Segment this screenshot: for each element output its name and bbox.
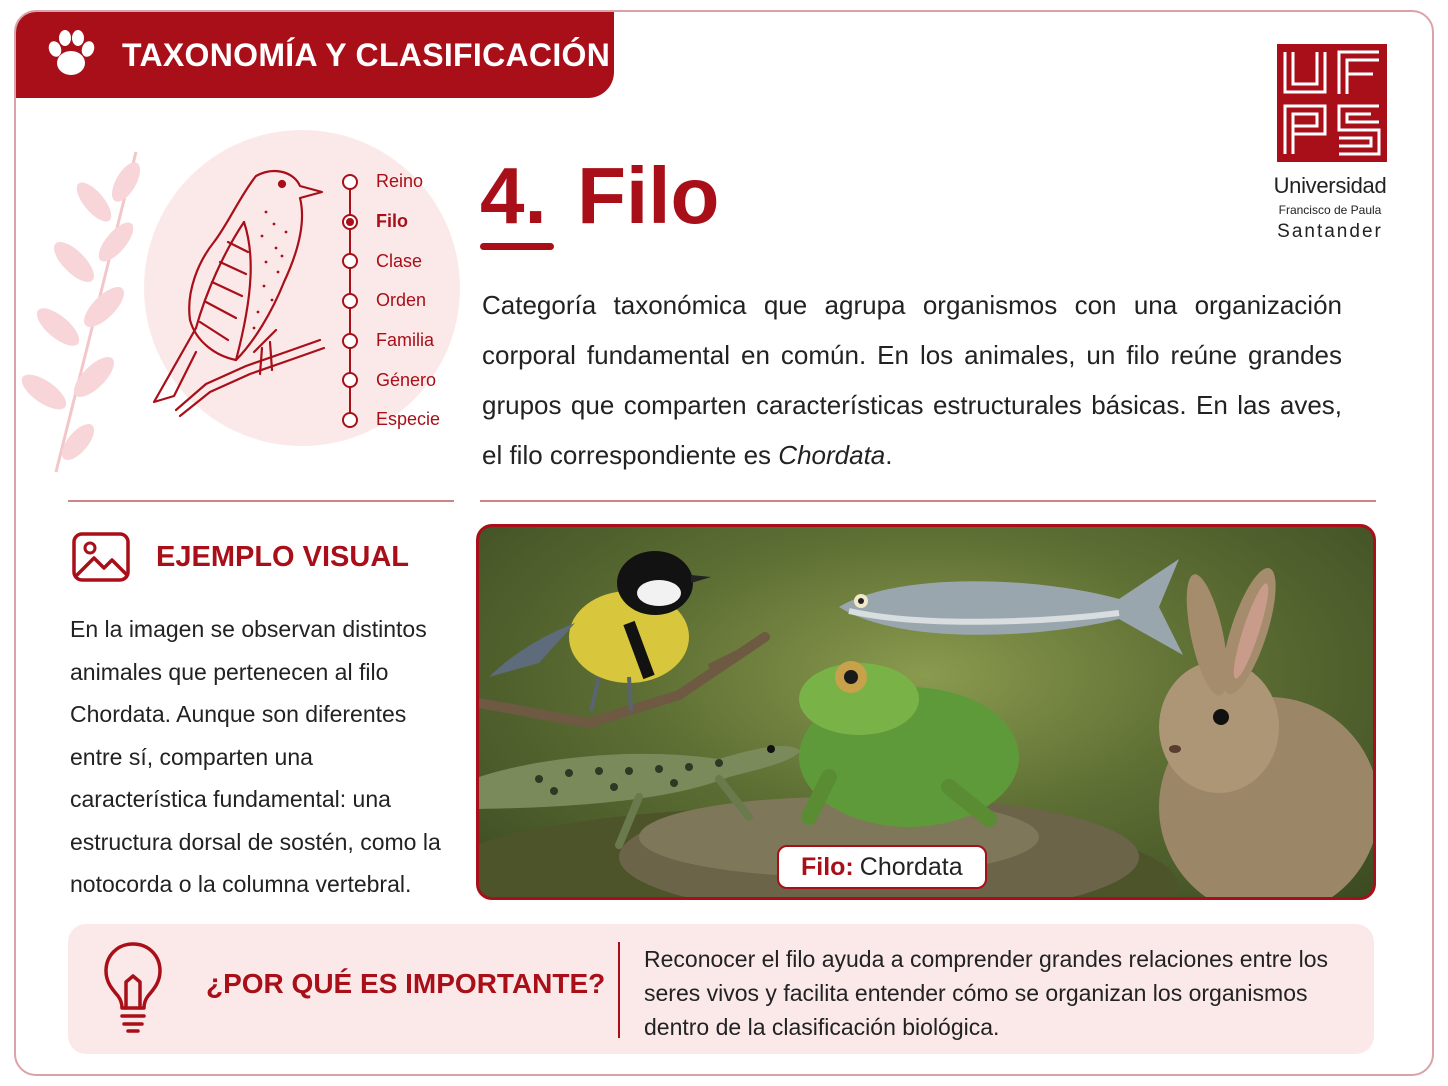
taxonomy-rank-list (342, 162, 462, 440)
infographic-card (14, 10, 1434, 1076)
logo-subtitle: Francisco de Paula (1278, 203, 1382, 217)
banner-title: TAXONOMÍA Y CLASIFICACIÓN (122, 36, 611, 73)
phylum-tag-label: Filo: (801, 852, 854, 881)
frog-figure (799, 661, 1019, 827)
leaf-decoration (16, 142, 146, 482)
rank-label: Género (376, 369, 437, 390)
divider (68, 500, 454, 502)
rank-item-reino (342, 162, 462, 202)
rank-label: Clase (376, 250, 423, 271)
logo-university: Universidad (1273, 173, 1387, 198)
chordata-animals-photo (476, 524, 1376, 900)
rank-label: Familia (376, 330, 435, 351)
definition-emphasis: Chordata (778, 440, 886, 470)
image-icon (72, 532, 130, 582)
importance-box (68, 924, 1374, 1054)
importance-separator (618, 942, 620, 1038)
rank-dot-active (342, 214, 358, 230)
header-banner (16, 12, 614, 98)
rank-dot (342, 293, 358, 309)
definition-paragraph (482, 280, 1342, 480)
rank-item-genero (342, 360, 462, 400)
title-number: 4. (480, 151, 547, 240)
rank-item-familia (342, 321, 462, 361)
rank-item-clase (342, 241, 462, 281)
rank-item-especie (342, 400, 462, 440)
example-text: En la imagen se observan distintos animales que pertenecen al filo Chordata. Aunque son diferentes entre sí, comparten una característica fundamental: una estructura dorsal de sostén, como la notocorda o la columna vertebral. (70, 616, 441, 897)
rabbit-figure (1159, 563, 1373, 897)
example-title: EJEMPLO VISUAL (156, 540, 409, 573)
definition-text: Categoría taxonómica que agrupa organismos con una organización corporal fundamental en común. En los animales, un filo reúne grandes grupos que comparten características estructurales básicas. En las aves, el filo correspondiente es (482, 290, 1342, 470)
phylum-tag-value: Chordata (859, 852, 963, 881)
importance-title: ¿POR QUÉ ES IMPORTANTE? (206, 968, 606, 999)
bird-illustration (136, 152, 336, 422)
page-title (480, 150, 719, 242)
bird-figure (489, 551, 711, 711)
rank-dot (342, 412, 358, 428)
title-underline (480, 243, 554, 250)
logo-city: Santander (1277, 221, 1383, 242)
rank-dot (342, 253, 358, 269)
lightbulb-icon (102, 940, 164, 1036)
rank-item-orden (342, 281, 462, 321)
example-header (72, 532, 409, 582)
divider (480, 500, 1376, 502)
phylum-tag (777, 845, 987, 889)
fish-figure (839, 559, 1183, 655)
rank-label: Filo (376, 211, 408, 232)
ufps-logo-mark (1277, 44, 1387, 162)
rank-dot (342, 372, 358, 388)
rank-label: Reino (376, 171, 424, 192)
rank-item-filo (342, 202, 462, 242)
definition-end: . (885, 440, 893, 470)
rank-label: Especie (376, 409, 441, 430)
rank-dot (342, 174, 358, 190)
importance-text: Reconocer el filo ayuda a comprender grandes relaciones entre los seres vivos y facilita entender cómo se organizan los organismos dentro de la clasificación biológica. (644, 946, 1329, 1040)
paw-icon (42, 29, 100, 81)
rank-label: Orden (376, 290, 427, 311)
rank-dot (342, 333, 358, 349)
chordata-animals-scene (479, 527, 1373, 897)
title-text: Filo (577, 151, 720, 240)
university-logo (1270, 44, 1390, 243)
